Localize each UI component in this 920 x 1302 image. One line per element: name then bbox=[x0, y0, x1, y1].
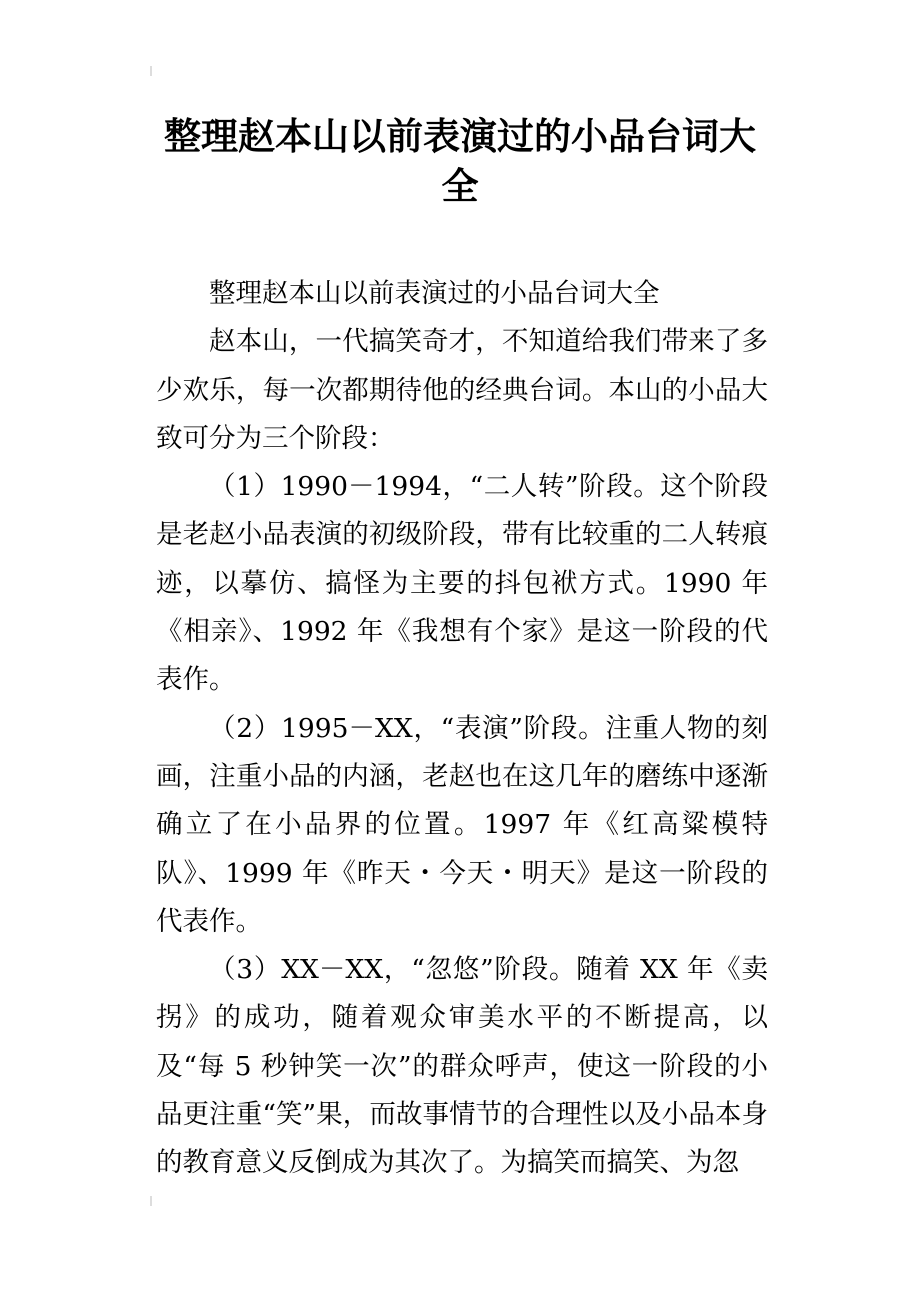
paragraph: （1）1990－1994，“二人转”阶段。这个阶段是老赵小品表演的初级阶段，带有比较重的二人转痕迹，以摹仿、搞怪为主要的抖包袱方式。1990 年《相亲》、1992 年《我想有个家》是这一阶段的代表作。 bbox=[156, 471, 768, 696]
document-body bbox=[156, 270, 768, 1188]
corner-mark-icon bbox=[148, 66, 154, 76]
paragraph: （2）1995－XX，“表演”阶段。注重人物的刻画，注重小品的内涵，老赵也在这几年的磨练中逐渐确立了在小品界的位置。1997 年《红高粱模特队》、1999 年《昨天・今天・明天》是这一阶段的代表作。 bbox=[156, 712, 768, 937]
corner-mark-icon bbox=[148, 1196, 154, 1206]
paragraph: （3）XX－XX，“忽悠”阶段。随着 XX 年《卖拐》的成功，随着观众审美水平的不断提高，以及“每 5 秒钟笑一次”的群众呼声，使这一阶段的小品更注重“笑”果，而故事情节的合理性以及小品本身的教育意义反倒成为其次了。为搞笑而搞笑、为忽 bbox=[156, 954, 768, 1179]
document-title: 整理赵本山以前表演过的小品台词大全 bbox=[164, 115, 756, 208]
paragraph: 整理赵本山以前表演过的小品台词大全 bbox=[209, 278, 660, 309]
paragraph: 赵本山，一代搞笑奇才，不知道给我们带来了多少欢乐，每一次都期待他的经典台词。本山的小品大致可分为三个阶段： bbox=[156, 326, 768, 454]
